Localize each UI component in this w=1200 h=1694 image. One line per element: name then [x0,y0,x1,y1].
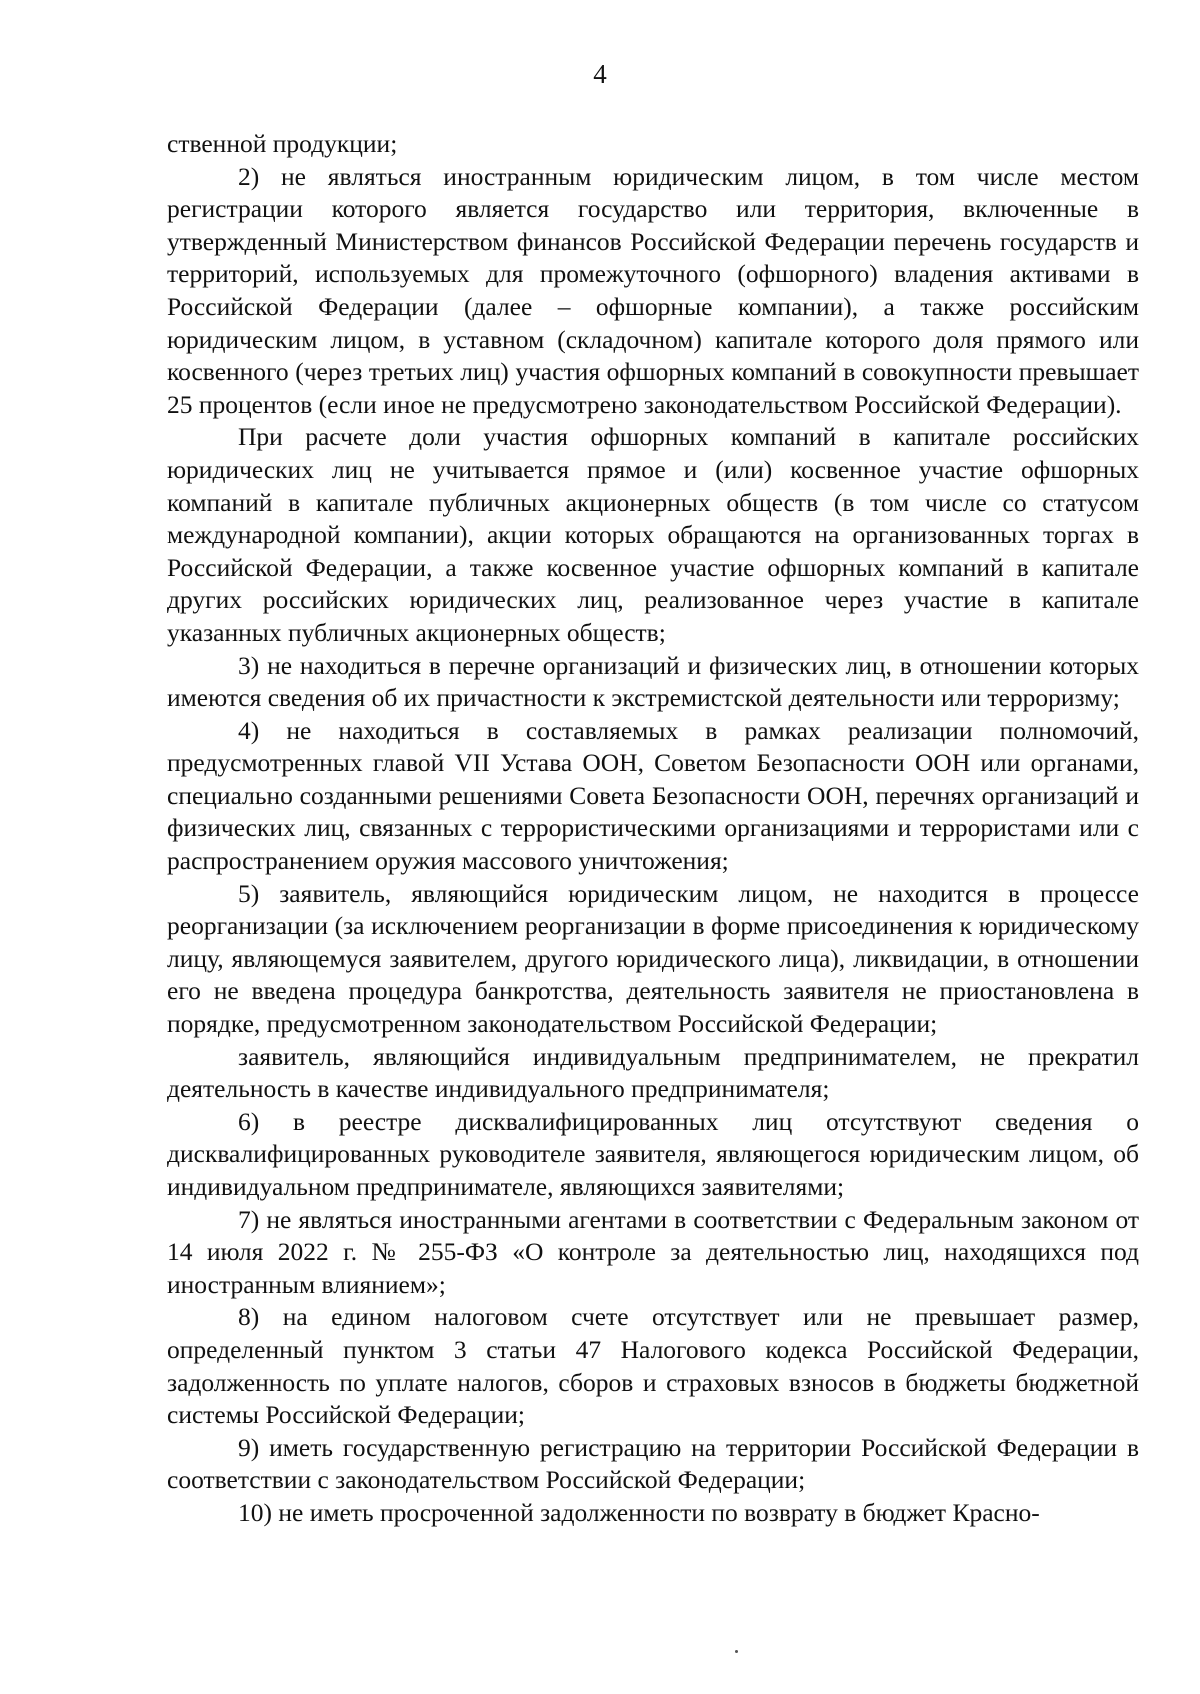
paragraph-item-4: 4) не находиться в составляемых в рамках реализации полномочий, предусмотренных главой VII Устава ООН, Советом Безопасности ООН или органами, специально созданными решениями Совета Безопасности ООН, перечнях организаций и физических лиц, связанных с террористическими организациями и террористами или с распространением оружия массового уничтожения; [167,715,1139,876]
paragraph-item-2: 2) не являться иностранным юридическим лицом, в том числе местом регистрации которого является государство или территория, включенные в утвержденный Министерством финансов Российской Федерации перечень государств и территорий, используемых для промежуточного (офшорного) владения активами в Российской Федерации (далее – офшорные компании), а также российским юридическим лицом, в уставном (складочном) капитале которого доля прямого или косвенного (через третьих лиц) участия офшорных компаний в совокупности превышает 25 процентов (если иное не предусмотрено законодательством Российской Федерации). [167,161,1139,419]
paragraph-item-7: 7) не являться иностранными агентами в соответствии с Федеральным законом от 14 июля 2022 г. № 255-ФЗ «О контроле за деятельностью лиц, находящихся под иностранным влиянием»; [167,1204,1139,1299]
paragraph-offshore-calculation: При расчете доли участия офшорных компаний в капитале российских юридических лиц не учитывается прямое и (или) косвенное участие офшорных компаний в капитале публичных акционерных обществ (в том числе со статусом международной компании), акции которых обращаются на организованных торгах в Российской Федерации, а также косвенное участие офшорных компаний в капитале других российских юридических лиц, реализованное через участие в капитале указанных публичных акционерных обществ; [167,422,1139,647]
paragraph-item-5-entrepreneur: заявитель, являющийся индивидуальным предпринимателем, не прекратил деятельность в качестве индивидуального предпринимателя; [167,1041,1139,1104]
paragraph-continuation: ственной продукции; [167,129,398,158]
paragraph-item-3: 3) не находиться в перечне организаций и физических лиц, в отношении которых имеются сведения об их причастности к экстремистской деятельности или терроризму; [167,650,1139,713]
scan-speck [735,1650,738,1653]
document-body [167,128,1139,1530]
paragraph-item-10: 10) не иметь просроченной задолженности по возврату в бюджет Красно- [238,1497,1040,1527]
paragraph-item-8: 8) на едином налоговом счете отсутствует или не превышает размер, определенный пунктом 3 статьи 47 Налогового кодекса Российской Федерации, задолженность по уплате налогов, сборов и страховых взносов в бюджеты бюджетной системы Российской Федерации; [167,1302,1139,1430]
paragraph-item-9: 9) иметь государственную регистрацию на территории Российской Федерации в соответствии с законодательством Российской Федерации; [167,1432,1139,1495]
page-number: 4 [593,59,607,89]
paragraph-item-6: 6) в реестре дисквалифицированных лиц отсутствуют сведения о дисквалифицированных руководителе заявителя, являющегося юридическим лицом, об индивидуальном предпринимателе, являющихся заявителями; [167,1106,1139,1201]
paragraph-item-5: 5) заявитель, являющийся юридическим лицом, не находится в процессе реорганизации (за исключением реорганизации в форме присоединения к юридическому лицу, являющемуся заявителем, другого юридического лица), ликвидации, в отношении его не введена процедура банкротства, деятельность заявителя не приостановлена в порядке, предусмотренном законодательством Российской Федерации; [167,878,1139,1039]
